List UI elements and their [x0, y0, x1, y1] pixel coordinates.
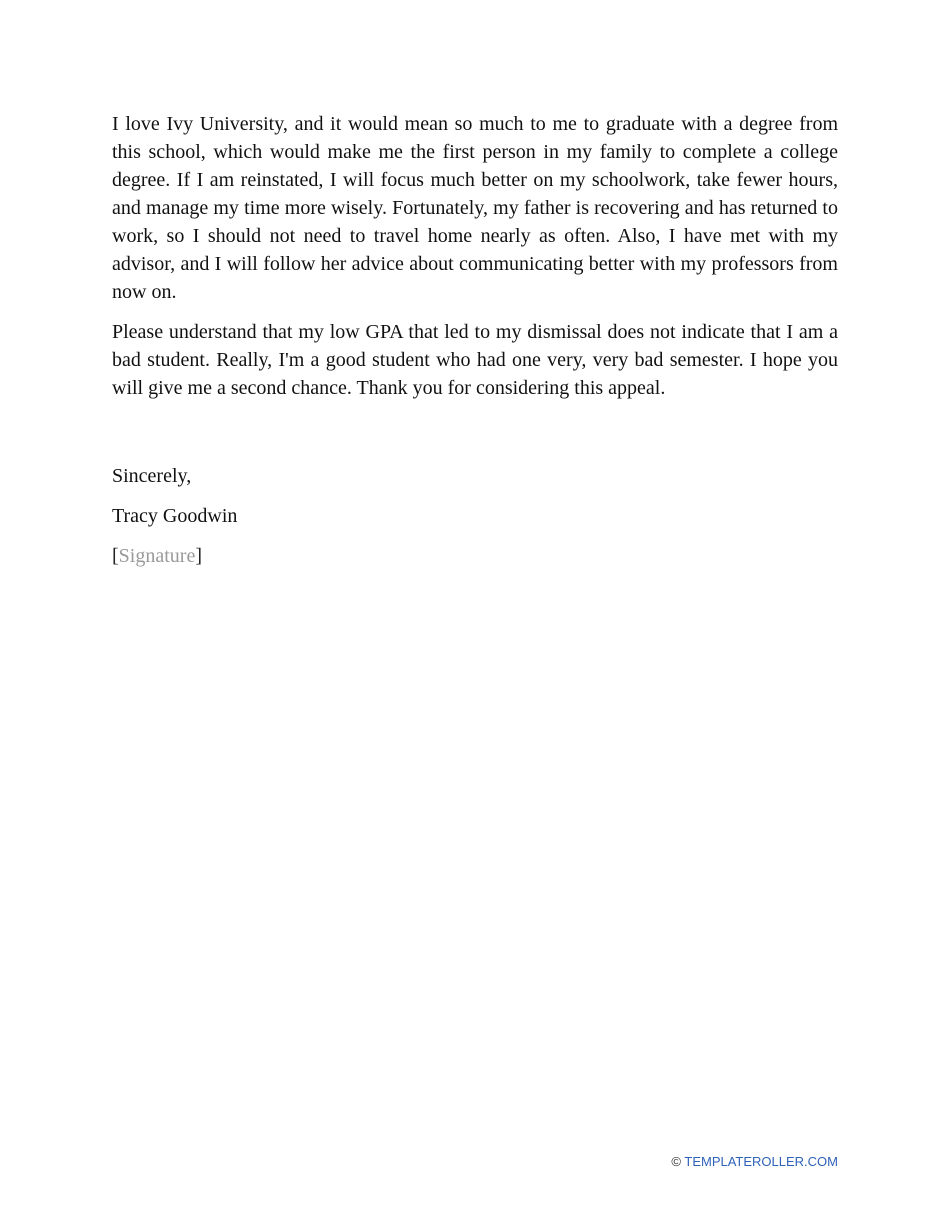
signature-placeholder: Signature [118, 545, 196, 567]
signature-field [112, 542, 838, 570]
signature-bracket-open: [ [112, 545, 119, 567]
letter-paragraph: Please understand that my low GPA that led to my dismissal does not indicate that I am a bad student. Really, I'm a good student who had one very, very bad semester. I hope you will give me a second chance. Thank you for considering this appeal. [112, 321, 838, 399]
letter-closing-block [112, 462, 838, 570]
templateroller-link[interactable]: TEMPLATEROLLER.COM [684, 1154, 838, 1169]
letter-paragraph: I love Ivy University, and it would mean so much to me to graduate with a degree from this school, which would make me the first person in my family to complete a college degree. If I am reinstated, I will focus much better on my schoolwork, take fewer hours, and manage my time more wisely. Fortunately, my father is recovering and has returned to work, so I should not need to travel home nearly as often. Also, I have met with my advisor, and I will follow her advice about communicating better with my professors from now on. [112, 113, 838, 303]
closing-salutation: Sincerely, [112, 465, 192, 487]
copyright-symbol: © [671, 1154, 681, 1169]
letter-body [112, 110, 838, 570]
footer-credit [671, 1154, 838, 1170]
signature-bracket-close: ] [195, 545, 202, 567]
sender-name: Tracy Goodwin [112, 505, 238, 527]
